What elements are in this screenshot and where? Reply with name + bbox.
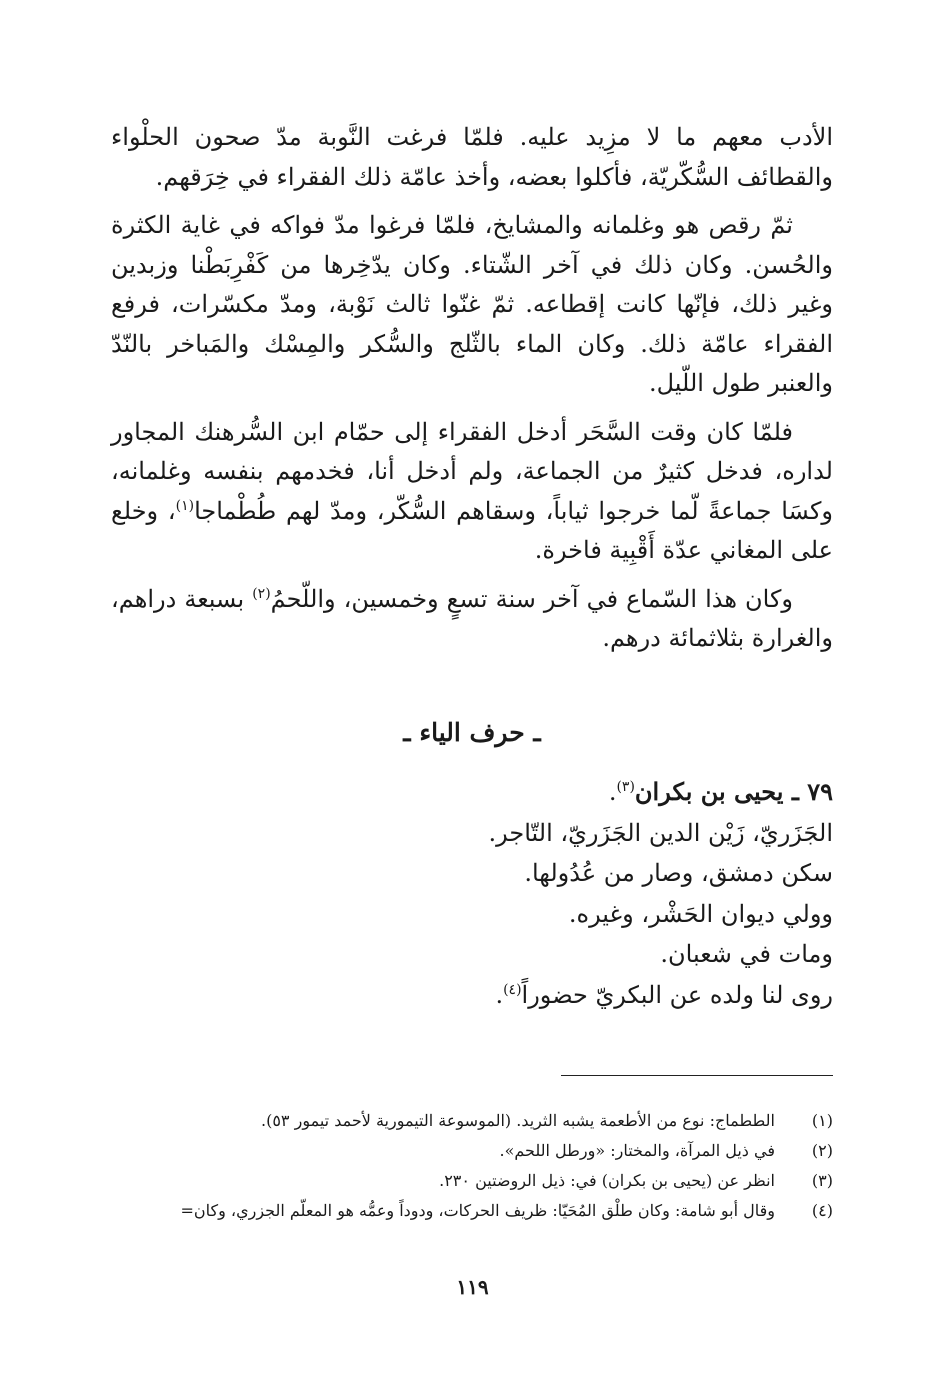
footnote-text: في ذيل المرآة، والمختار: «ورطل اللحم».: [499, 1141, 775, 1160]
page-number: ١١٩: [456, 1275, 489, 1299]
footnote-ref[interactable]: (٢): [252, 585, 271, 602]
entry-line: سكن دمشق، وصار من عُدُولها.: [524, 859, 833, 887]
paragraph: الأدب معهم ما لا مزِيد عليه. فلمّا فرغت النَّوبة مدّ صحون الحلْواء والقطائف السُّكّريّة، فأكلوا بعضه، وأخذ عامّة ذلك الفقراء في خِرَقهم.: [111, 123, 833, 191]
footnote: [108, 1106, 833, 1136]
entry-line-text: روى لنا ولده عن البكريّ حضوراً: [521, 980, 833, 1009]
entry-title-end: .: [608, 778, 617, 806]
footnote-number: (١): [811, 1111, 833, 1130]
section-heading: ـ حرف الياء ـ: [403, 718, 541, 747]
footnote: [108, 1196, 833, 1226]
entry-title: ٧٩ ـ يحيى بن بكران: [634, 777, 833, 806]
footnote-ref[interactable]: (١): [175, 497, 195, 514]
footnote-text: وقال أبو شامة: وكان طلْق المُحَيّا: ظريف الحركات، ودوداً وعمُّه هو المعلّم الجزري، وكان=: [180, 1201, 775, 1220]
footnote-ref[interactable]: (٤): [503, 981, 522, 998]
paragraph: [111, 580, 833, 659]
footnote: [108, 1136, 833, 1166]
paragraph: ثمّ رقص هو وغلمانه والمشايخ، فلمّا فرغوا مدّ فواكه في غاية الكثرة والحُسن. وكان ذلك في آخر الشّتاء. وكان يدّخِرها من كَفْرِبَطْنا وزبدين وغير ذلك، فإنّها كانت إقطاعه. ثمّ غنّوا ثالث نَوْبة، ومدّ مكسّرات، فرفع الفقراء عامّة ذلك. وكان الماء بالثّلج والسُّكر والمِسْك والمَباخر بالنّدّ والعنبر طول اللّيل.: [111, 211, 833, 397]
footnote-divider: [561, 1075, 833, 1076]
footnote-number: (٤): [811, 1201, 833, 1220]
entry-line-end: .: [495, 980, 504, 1009]
entry-line: ومات في شعبان.: [660, 940, 833, 968]
footnotes: [108, 1106, 833, 1226]
entry-title-line: [333, 772, 833, 813]
footnote-ref[interactable]: (٣): [616, 779, 635, 795]
footnote-text: الططماج: نوع من الأطعمة يشبه الثريد. (الموسوعة التيمورية لأحمد تيمور ٥٣).: [260, 1111, 775, 1130]
paragraph: [111, 413, 833, 571]
paragraph-text: فلمّا كان وقت السَّحَر أدخل الفقراء إلى حمّام ابن السُّرهنك المجاور لداره، فدخل كثيرٌ من الجماعة، ولم أدخل أنا، فخدمهم بنفسه وغلمانه، وكسَا جماعةً لّما خرجوا ثياباً، وسقاهم السُّكّر، ومدّ لهم طُطْماجا: [111, 417, 833, 525]
body-text: [111, 118, 833, 668]
footnote-text: انظر عن (يحيى بن بكران) في: ذيل الروضتين ٢٣٠.: [439, 1171, 775, 1190]
footnote: [108, 1166, 833, 1196]
footnote-number: (٣): [811, 1171, 833, 1190]
footnote-number: (٢): [811, 1141, 833, 1160]
entry-line: وولي ديوان الحَشْر، وغيره.: [568, 899, 833, 928]
biography-entry: [333, 772, 833, 1015]
paragraph-text: بسبعة دراهم، والغرارة بثلاثمائة درهم.: [111, 584, 833, 652]
paragraph-text: وكان هذا السّماع في آخر سنة تسعٍ وخمسين، واللّحمُ: [270, 584, 794, 613]
entry-last-line: [333, 975, 833, 1016]
paragraph-text: ، وخلع على المغاني عدّة أَقْبِية فاخرة.: [111, 496, 833, 564]
entry-line: الجَزَريّ، زَيْن الدين الجَزَريّ، التّاجر.: [488, 818, 833, 847]
